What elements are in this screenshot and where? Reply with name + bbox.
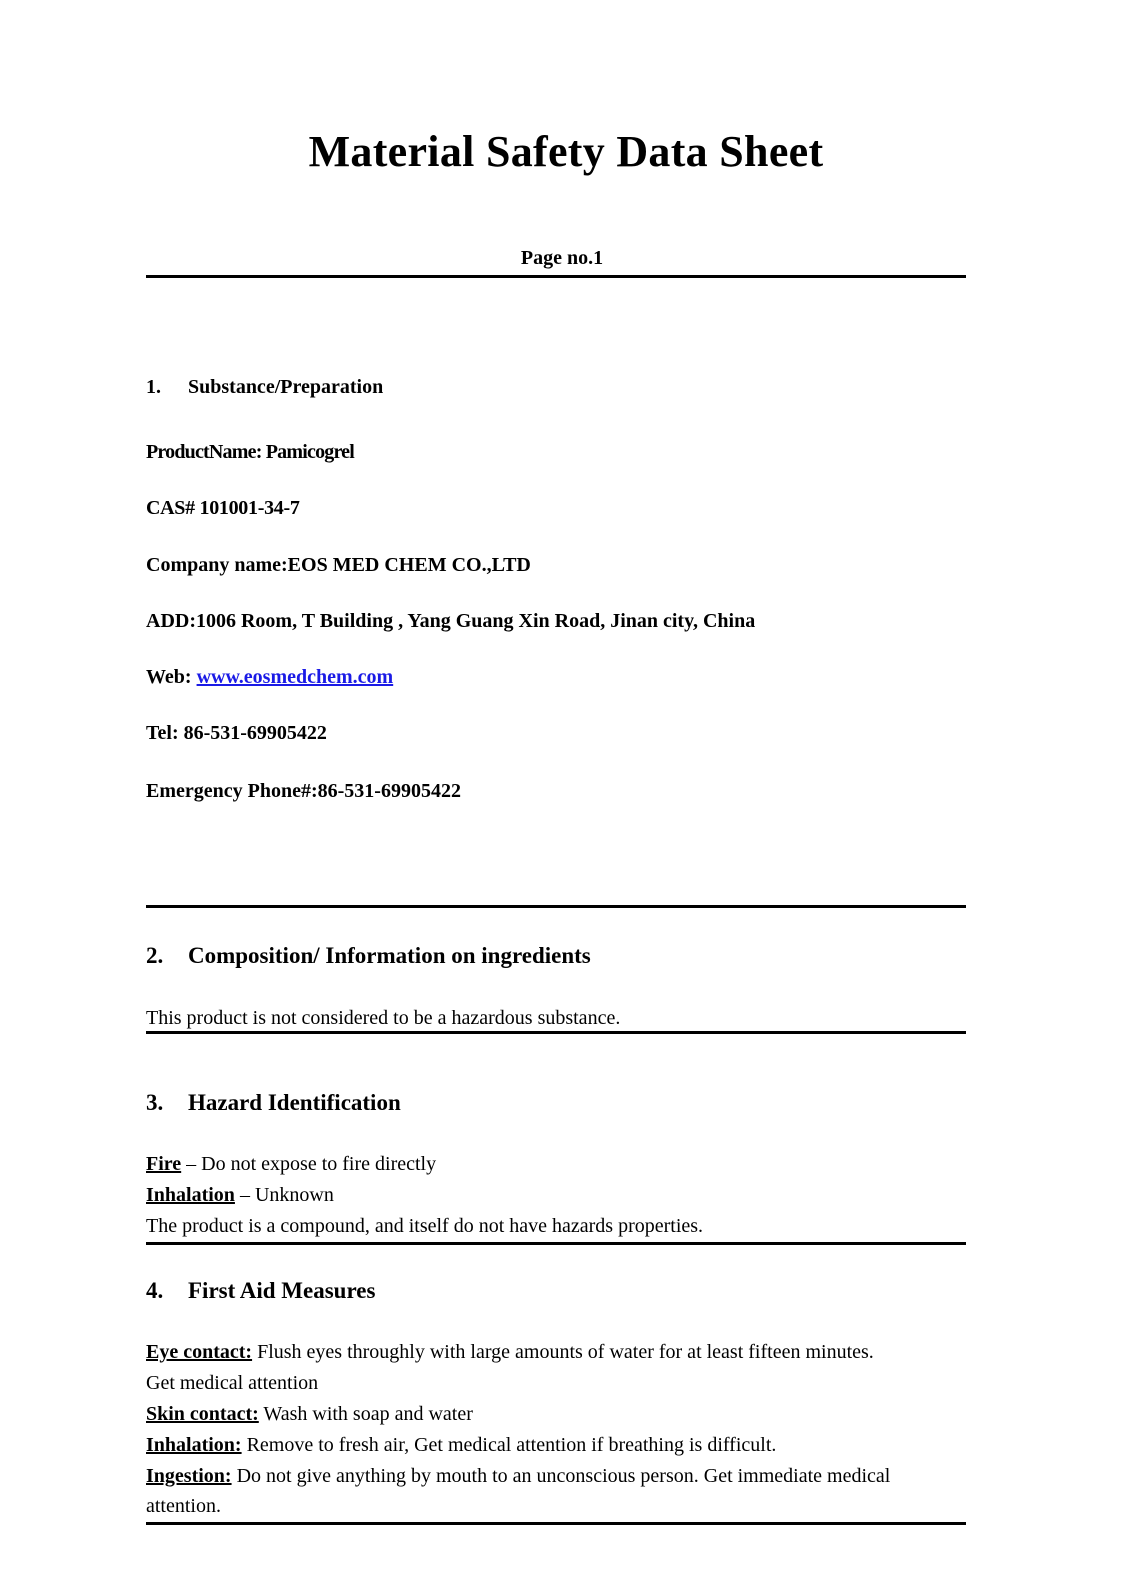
hazard-note: The product is a compound, and itself do not have hazards properties.	[146, 1215, 704, 1237]
composition-text: This product is not considered to be a hazardous substance.	[146, 1007, 621, 1029]
divider	[146, 275, 966, 278]
cas-number: CAS# 101001-34-7	[146, 497, 300, 519]
section-title: Composition/ Information on ingredients	[188, 943, 591, 968]
eye-contact-text: Flush eyes throughly with large amounts of water for at least fifteen minutes.	[252, 1341, 874, 1363]
company-name: Company name:EOS MED CHEM CO.,LTD	[146, 554, 531, 576]
eye-contact-text-cont: Get medical attention	[146, 1372, 319, 1394]
hazard-text: – Unknown	[234, 1184, 334, 1206]
inhalation-text: Remove to fresh air, Get medical attention if breathing is difficult.	[241, 1434, 777, 1456]
section-number: 1.	[146, 376, 161, 398]
skin-contact-label: Skin contact:	[146, 1403, 259, 1425]
section-number: 2.	[146, 943, 164, 968]
first-aid-skin	[146, 1403, 473, 1426]
emergency-phone: Emergency Phone#:86-531-69905422	[146, 780, 461, 802]
web-label: Web:	[146, 666, 197, 688]
section-number: 3.	[146, 1090, 164, 1115]
section-1-heading	[146, 376, 383, 399]
hazard-item	[146, 1184, 334, 1207]
section-number: 4.	[146, 1278, 164, 1303]
section-title: First Aid Measures	[188, 1278, 376, 1303]
telephone: Tel: 86-531-69905422	[146, 722, 327, 744]
hazard-text: – Do not expose to fire directly	[181, 1153, 437, 1175]
divider	[146, 1242, 966, 1245]
section-4-heading	[146, 1278, 375, 1304]
inhalation-label: Inhalation:	[146, 1434, 242, 1456]
section-3-heading	[146, 1090, 401, 1116]
section-2-heading	[146, 943, 591, 969]
document-title: Material Safety Data Sheet	[308, 127, 824, 176]
first-aid-inhalation	[146, 1434, 776, 1457]
product-name: ProductName: Pamicogrel	[146, 441, 355, 463]
divider	[146, 1522, 966, 1525]
divider	[146, 1031, 966, 1034]
eye-contact-label: Eye contact:	[146, 1341, 253, 1363]
hazard-label: Inhalation	[146, 1184, 235, 1206]
skin-contact-text: Wash with soap and water	[258, 1403, 473, 1425]
website-link[interactable]: www.eosmedchem.com	[196, 666, 394, 688]
web-row	[146, 666, 393, 689]
section-title: Substance/Preparation	[188, 376, 384, 398]
hazard-label: Fire	[146, 1153, 182, 1175]
divider	[146, 905, 966, 908]
first-aid-ingestion	[146, 1465, 890, 1488]
section-title: Hazard Identification	[188, 1090, 401, 1115]
ingestion-label: Ingestion:	[146, 1465, 232, 1487]
ingestion-text: Do not give anything by mouth to an unconscious person. Get immediate medical	[231, 1465, 891, 1487]
address: ADD:1006 Room, T Building , Yang Guang Xin Road, Jinan city, China	[146, 610, 756, 632]
page-number: Page no.1	[520, 247, 604, 269]
hazard-item	[146, 1153, 436, 1176]
first-aid-eye	[146, 1341, 874, 1364]
ingestion-text-cont: attention.	[146, 1495, 221, 1517]
